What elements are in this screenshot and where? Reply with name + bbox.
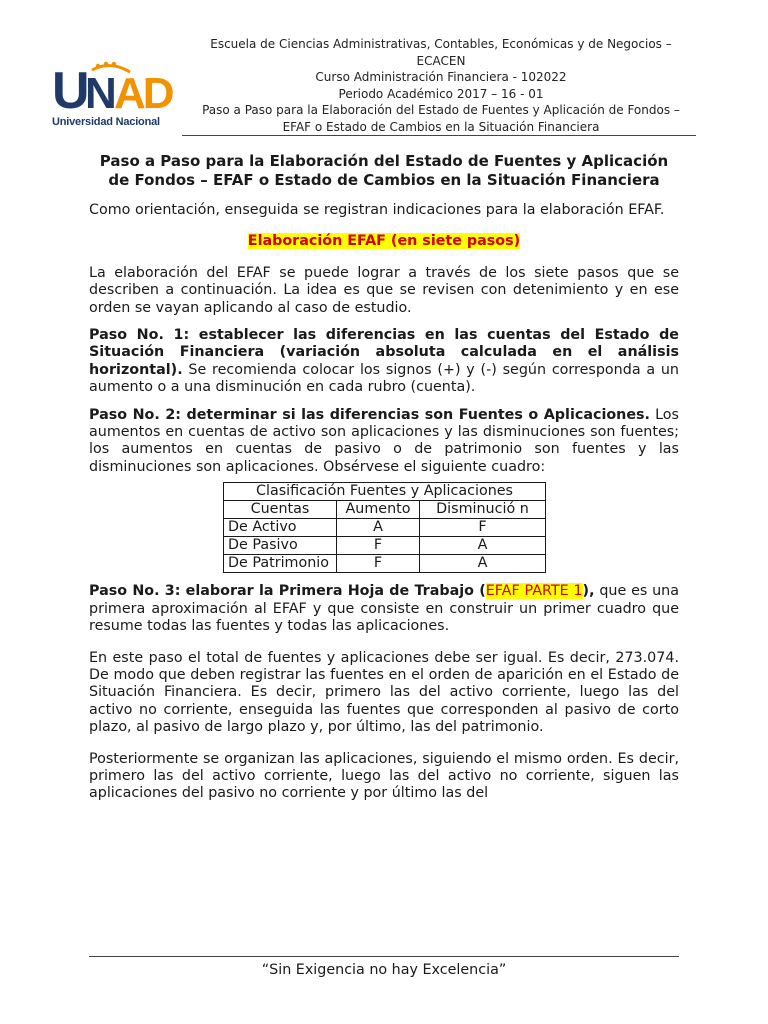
table-row (224, 555, 546, 573)
document-title (89, 152, 679, 190)
title-line-2: de Fondos – EFAF o Estado de Cambios en la Situación Financiera (108, 171, 660, 189)
table-cell: De Pasivo (224, 537, 337, 555)
svg-text:AD: AD (114, 69, 172, 118)
page-footer: “Sin Exigencia no hay Excelencia” (261, 962, 507, 978)
step-1-heading: Paso No. 1: establecer las diferencias en las cuentas del Estado de Situación Financiera (variación absoluta calculada en el análisis horizontal). (89, 327, 679, 378)
table-header-disminucion: Disminució n (420, 501, 546, 519)
step-3-heading-end: ), (582, 583, 595, 600)
page-header (186, 36, 696, 135)
unad-logo-icon (52, 62, 172, 120)
document-body (89, 152, 679, 803)
table-cell: De Patrimonio (224, 555, 337, 573)
table-cell: A (420, 537, 546, 555)
paragraph-3: Posteriormente se organizan las aplicaciones, siguiendo el mismo orden. Es decir, primero las del activo corriente, luego las del activo no corriente, siguen las aplicaciones del pasivo no corriente y por último las del (89, 750, 679, 802)
header-line-2: ECACEN (416, 53, 466, 68)
table-cell: F (337, 555, 420, 573)
table-cell: A (337, 519, 420, 537)
svg-text:N: N (85, 69, 114, 118)
step-1 (89, 327, 679, 397)
footer-divider (89, 956, 679, 957)
table-row (224, 537, 546, 555)
step-3-highlight: EFAF PARTE 1 (485, 583, 583, 600)
section-subtitle (89, 233, 679, 250)
table-cell: A (420, 555, 546, 573)
step-1-text: Se recomienda colocar los signos (+) y (-) según corresponda a un aumento o a una disminución en cada rubro (cuenta). (89, 361, 679, 396)
classification-table (223, 482, 546, 573)
unad-logo (52, 62, 172, 132)
table-cell: De Activo (224, 519, 337, 537)
step-2-heading: Paso No. 2: determinar si las diferencias son Fuentes o Aplicaciones. (89, 406, 650, 423)
subtitle-highlight: Elaboración EFAF (en siete pasos) (247, 233, 521, 250)
svg-text:U: U (52, 62, 86, 120)
step-3 (89, 583, 679, 635)
table-header-aumento: Aumento (337, 501, 420, 519)
table-cell: F (337, 537, 420, 555)
step-2-text: Los aumentos en cuentas de activo son aplicaciones y las disminuciones son fuentes; los aumentos en cuentas de pasivo o de patrimonio son fuentes y las disminuciones son aplicaciones. Obsérvese el siguiente cuadro: (89, 406, 679, 475)
header-line-6: EFAF o Estado de Cambios en la Situación Financiera (282, 119, 600, 134)
logo-subtitle: Universidad Nacional (52, 116, 160, 128)
intro-paragraph: Como orientación, enseguida se registran indicaciones para la elaboración EFAF. (89, 202, 665, 218)
header-line-4: Periodo Académico 2017 – 16 - 01 (338, 86, 544, 101)
table-row (224, 519, 546, 537)
header-line-3: Curso Administración Financiera - 102022 (315, 70, 567, 84)
step-3-heading: Paso No. 3: elaborar la Primera Hoja de Trabajo ( (89, 583, 486, 600)
table-header-cuentas: Cuentas (224, 501, 337, 519)
table-cell: F (420, 519, 546, 537)
header-line-5: Paso a Paso para la Elaboración del Estado de Fuentes y Aplicación de Fondos – (202, 103, 680, 117)
title-line-1: Paso a Paso para la Elaboración del Estado de Fuentes y Aplicación (99, 152, 669, 170)
header-divider (182, 135, 696, 136)
header-line-1: Escuela de Ciencias Administrativas, Contables, Económicas y de Negocios – (210, 37, 672, 51)
step-2 (89, 407, 679, 477)
step-3-text: que es una primera aproximación al EFAF y que consiste en construir un primer cuadro que resume todas las fuentes y todas las aplicaciones. (89, 583, 679, 635)
paragraph-1: La elaboración del EFAF se puede lograr a través de los siete pasos que se describen a continuación. La idea es que se revisen con detenimiento y en ese orden se vayan aplicando al caso de estudio. (89, 264, 679, 316)
table-caption: Clasificación Fuentes y Aplicaciones (224, 483, 546, 501)
paragraph-2: En este paso el total de fuentes y aplicaciones debe ser igual. Es decir, 273.074. De modo que deben registrar las fuentes en el orden de aparición en el Estado de Situación Financiera. Es decir, primero las del activo corriente, luego las del activo no corriente, enseguida las fuentes que corresponden al pasivo de corto plazo, al pasivo de largo plazo y, por último, las del patrimonio. (89, 649, 679, 736)
